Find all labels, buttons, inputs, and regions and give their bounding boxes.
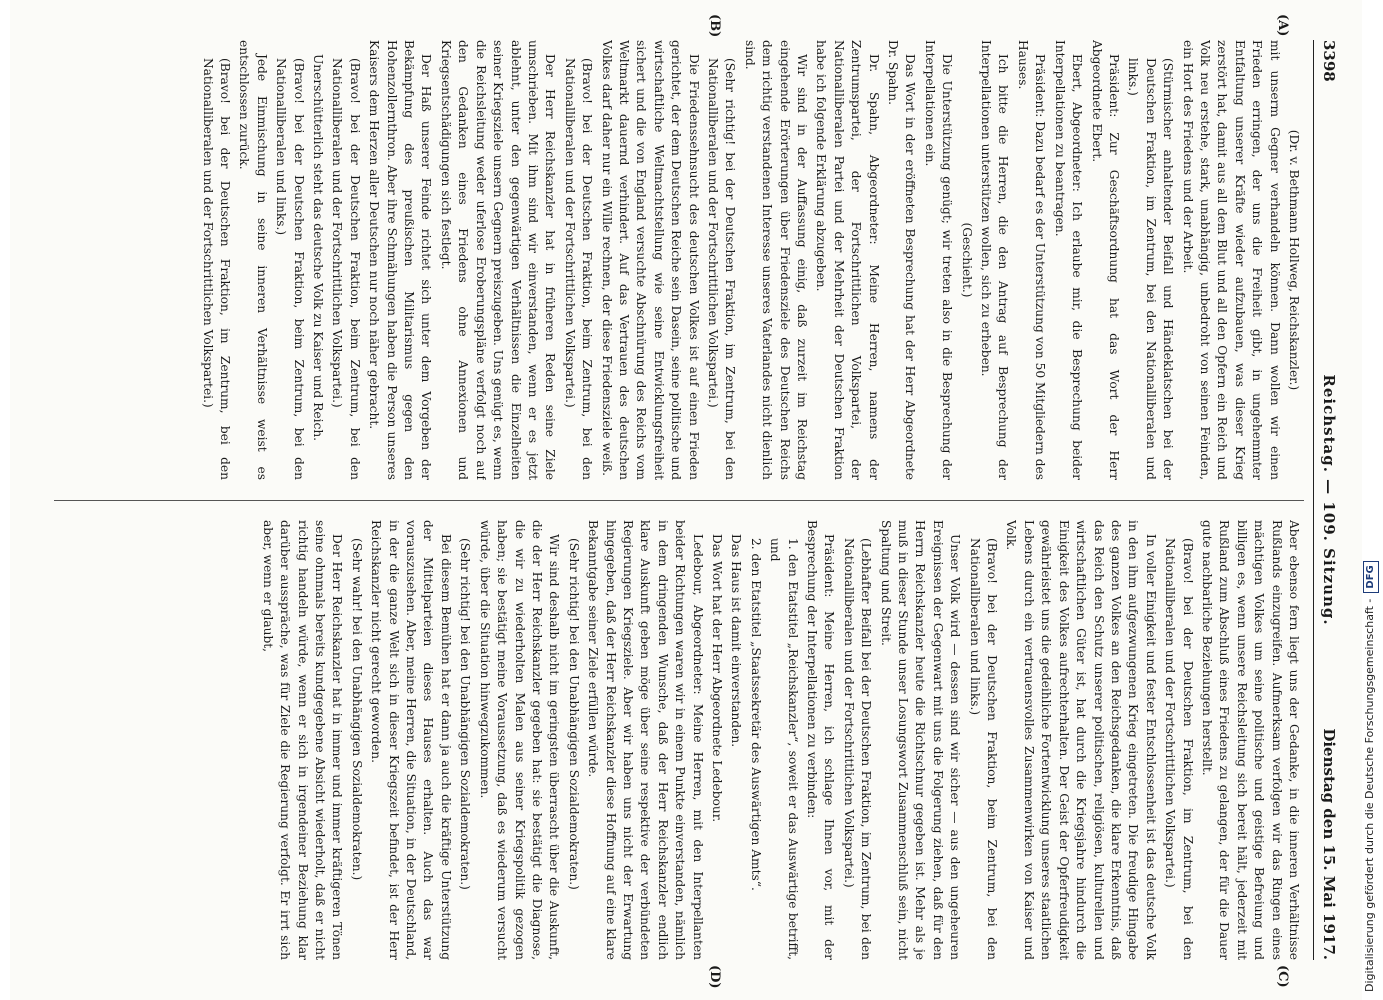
session-date: Dienstag den 15. Mai 1917.	[1320, 728, 1338, 960]
paragraph: Ebert, Abgeordneter: Ich erlaube mir, die Besprechung beider Interpellationen zu beantragen.	[1052, 40, 1085, 480]
speaker-note: (Dr. v. Bethmann Hollweg, Reichskanzler.)	[1287, 129, 1301, 391]
paragraph: Bei diesem Bemühen hat er dann ja auch die kräftige Unterstützung der Mittelparteien dieses Hauses erhalten. Auch das war vorauszusehen. Aber, meine Herren, die Situation, in der Deutschland, in der die ganze Welt sich in dieser Kriegszeit befindet, ist der Herr Reichskanzler nicht gerecht geworden.	[369, 520, 453, 960]
footer-text: Digitalisierung gefördert durch die Deutsche Forschungsgemeinschaft -	[1363, 598, 1376, 992]
reaction-note: (Bravo! bei der Deutschen Fraktion, im Zentrum, bei den Nationalliberalen und der Fortschrittlichen Volkspartei.)	[200, 58, 233, 480]
paragraph: mit unserm Gegner verhandeln können. Dann wollen wir einen Frieden erringen, der uns die Freiheit gibt, in ungehemmter Entfaltung unserer Kräfte wieder aufzubauen, was dieser Krieg zerstört hat, damit aus all dem Blut und all den Opfern ein Reich und Volk neu erstehe, stark, unabhängig, unbedroht von seinen Feinden, ein Hort des Friedens und der Arbeit.	[1180, 40, 1282, 480]
footer-text-row	[1360, 0, 1383, 992]
document-page	[10, 0, 1362, 1000]
paragraph: Wir sind in der Auffassung einig, daß zurzeit im Reichstag eingehende Erörterungen über Friedensziele des Deutschen Reichs dem richtig verstandenen Interesse unseres Vaterlandes nicht dienlich sind.	[742, 40, 810, 480]
reaction-note: (Bravo! bei der Deutschen Fraktion, beim Zentrum, bei den Nationalliberalen und links.)	[967, 538, 1000, 960]
reaction-note: (Bravo! bei der Deutschen Fraktion, beim Zentrum, bei den Nationalliberalen und der Fortschrittlichen Volkspartei.)	[330, 58, 362, 480]
reaction-note: (Sehr richtig! bei der Deutschen Fraktion, im Zentrum, bei den Nationalliberalen und der Fortschrittlichen Volkspartei.)	[706, 58, 738, 480]
page-number: 3398	[1320, 40, 1338, 82]
reaction-note: (Bravo! bei der Deutschen Fraktion, beim Zentrum, bei den Nationalliberalen und der Fortschrittlichen Volkspartei.)	[562, 58, 595, 480]
paragraph: Der Haß unserer Feinde richtet sich unter dem Vorgeben der Bekämpfung des preußischen Militarismus gegen den Hohenzollernthron. Aber ihre Schmähungen haben die Person unseres Kaisers dem Herzen aller Deutschen nur noch näher gebracht.	[367, 40, 434, 480]
list-item: 2. den Etatstitel „Staatssekretär des Auswärtigen Amts“.	[748, 538, 763, 891]
margin-marker-b: (B)	[707, 14, 722, 38]
paragraph: Jede Einmischung in seine inneren Verhältnisse weist es entschlossen zurück.	[237, 40, 269, 480]
session-title: Reichstag. — 109. Sitzung.	[1320, 374, 1338, 626]
paragraph: Der Herr Reichskanzler hat in immer und immer kräftigeren Tönen seine ohnmals bereits kundgegebene Absicht wiederholt, daß er nicht richtig handeln würde, wenn er sich in irgendeiner Beziehung klar darüber ausspräche, was für Ziele die Regierung verfolgt. Er irrt sich aber, wenn er glaubt,	[260, 520, 345, 960]
right-column	[52, 520, 1302, 960]
reaction-note: (Sehr richtig! bei den Unabhängigen Sozialdemokraten.)	[458, 538, 473, 890]
paragraph: In voller Einigkeit und fester Entschlossenheit ist das deutsche Volk in den ihm aufgezwungenen Krieg eingetreten. Die freudige Hingabe des ganzen Volkes an den Reichsgedanken, die klare Erkenntnis, daß das Reich den Schutz unserer politischen, religiösen, kulturellen und wirtschaftlichen Güter ist, hat durch die Kriegsjahre hindurch die Einigkeit des Volkes aufrechterhalten. Der Geist der Opferfreudigkeit gewährleistet uns die gedeihliche Fortentwicklung unseres staatlichen Lebens durch ein vertrauensvolles Zusammenwirken von Kaiser und Volk.	[1004, 520, 1158, 960]
margin-marker-d: (D)	[707, 965, 722, 989]
paragraph: Die Unterstützung genügt; wir treten also in die Besprechung der Interpellationen ein.	[922, 40, 955, 480]
paragraph: Aber ebenso fern liegt uns der Gedanke, in die inneren Verhältnisse Rußlands einzugreifen. Aufmerksam verfolgen wir das Ringen eines mächtigen Volkes um seine politische und geistige Befreiung und billigen es, wenn unsere Reichsleitung sich bereit hält, jederzeit mit Rußland zum Abschluß eines Friedens zu gelangen, der für die Dauer gute nachbarliche Beziehungen herstellt.	[1199, 520, 1301, 960]
paragraph: Präsident: Zur Geschäftsordnung hat das Wort der Herr Abgeordnete Ebert.	[1089, 40, 1121, 480]
paragraph: Präsident: Meine Herren, ich schlage Ihnen vor, mit der Besprechung der Interpellationen zu verbinden:	[805, 520, 837, 960]
reaction-note: (Bravo! bei der Deutschen Fraktion, im Zentrum, bei den Nationalliberalen und der Fortschrittlichen Volkspartei.)	[1163, 538, 1195, 960]
margin-marker-a: (A)	[1275, 14, 1290, 37]
paragraph: Wir sind deshalb nicht im geringsten überrascht über die Auskunft, die der Herr Reichskanzler gegeben hat: sie bestätigt die Diagnose, die wir zu wiederholten Malen aus seiner Kriegspolitik gezogen haben; sie bestätigt meine Voraussetzung, daß es wiederum versucht würde, über die Situation hinwegzukommen.	[477, 520, 562, 960]
list-item: 1. den Etatstitel „Reichskanzler“, soweit er das Auswärtige betrifft, und	[768, 538, 800, 960]
paragraph: Die Friedenssehnsucht des deutschen Volkes ist auf einen Frieden gerichtet, der dem Deutschen Reiche sein Dasein, seine politische und wirtschaftliche Weltmachtstellung wie seine Entwicklungsfreiheit sichert und die von England versuchte Abschnürung des Reichs vom Weltmarkt dauernd verhindert. Auf das Vertrauen des deutschen Volkes darf daher nur ein Wille rechnen, der diese Friedensziele weiß.	[599, 40, 701, 480]
paragraph: Das Wort hat der Herr Abgeordnete Ledebour.	[710, 534, 724, 823]
page-header	[1313, 40, 1344, 960]
digitization-footer	[1358, 0, 1383, 1000]
paragraph: Das Wort in der eröffneten Besprechung hat der Herr Abgeordnete Dr. Spahn.	[886, 40, 918, 480]
paragraph: Der Herr Reichskanzler hat in früheren Reden seine Ziele umschrieben. Mit ihm sind wir einverstanden, wenn er es jetzt ablehnt, unter den gegenwärtigen Verhältnissen die Einzelheiten seiner Kriegsziele unsern Gegnern preiszugeben. Uns genügt es, wenn die Reichsleitung weder uferlose Eroberungspläne verfolgt noch auf den Gedanken eines Friedens ohne Annexionen und Kriegsentschädigungen sich festlegt.	[438, 40, 558, 480]
paragraph: Ich bitte die Herren, die den Antrag auf Besprechung der Interpellationen unterstützen wollen, sich zu erheben.	[979, 40, 1011, 480]
reaction-note: (Lebhafter Beifall bei der Deutschen Fraktion, im Zentrum, bei den Nationalliberalen und der Fortschrittlichen Volkspartei.)	[841, 538, 874, 960]
dfg-logo-icon: DFG	[1363, 561, 1379, 592]
paragraph: Ledebour, Abgeordneter: Meine Herren, mit den Interpellanten beider Richtungen waren wir in einem Punkte einverstanden, nämlich in dem dringenden Wunsche, daß der Herr Reichskanzler endlich klare Auskunft geben möge über seine respektive der verbündeten Regierungen Kriegsziele. Aber wir haben uns nicht der Erwartung hingegeben, daß der Herr Reichskanzler diese Hoffnung auf eine klare Bekanntgabe seiner Ziele erfüllen würde.	[586, 520, 705, 960]
left-column	[52, 40, 1302, 480]
reaction-note: (Bravo! bei der Deutschen Fraktion, beim Zentrum, bei den Nationalliberalen und links.)	[274, 58, 306, 480]
reaction-note: (Stürmischer anhaltender Beifall und Händeklatschen bei der Deutschen Fraktion, im Zentrum, bei den Nationalliberalen und links.)	[1126, 58, 1176, 480]
column-divider	[54, 500, 1304, 501]
paragraph: Unser Volk wird — dessen sind wir sicher — aus den ungeheuren Ereignissen der Gegenwart mit uns die Folgerung ziehen, daß für den Herrn Reichskanzler heute die Richtschnur gegeben ist. Mehr als je muß in dieser Stunde unser Losungswort Zusammenschluß sein, nicht Spaltung und Streit.	[878, 520, 963, 960]
paragraph: Das Haus ist damit einverstanden.	[729, 534, 744, 748]
paragraph: Unerschütterlich steht das deutsche Volk zu Kaiser und Reich.	[311, 54, 326, 442]
paragraph: Dr. Spahn, Abgeordneter: Meine Herren, namens der Zentrumspartei, der Fortschrittlichen Volkspartei, der Nationalliberalen Partei und der Mehrheit der Deutschen Fraktion habe ich folgende Erklärung abzugeben.	[814, 40, 881, 480]
reaction-note: (Sehr richtig! bei den Unabhängigen Sozialdemokraten.)	[566, 538, 581, 890]
paragraph: Präsident: Dazu bedarf es der Unterstützung von 50 Mitgliedern des Hauses.	[1015, 40, 1048, 480]
margin-marker-c: (C)	[1275, 965, 1290, 988]
reaction-note: (Sehr wahr! bei den Unabhängigen Sozialdemokraten.)	[349, 538, 364, 881]
reaction-note: (Geschieht.)	[959, 222, 974, 298]
